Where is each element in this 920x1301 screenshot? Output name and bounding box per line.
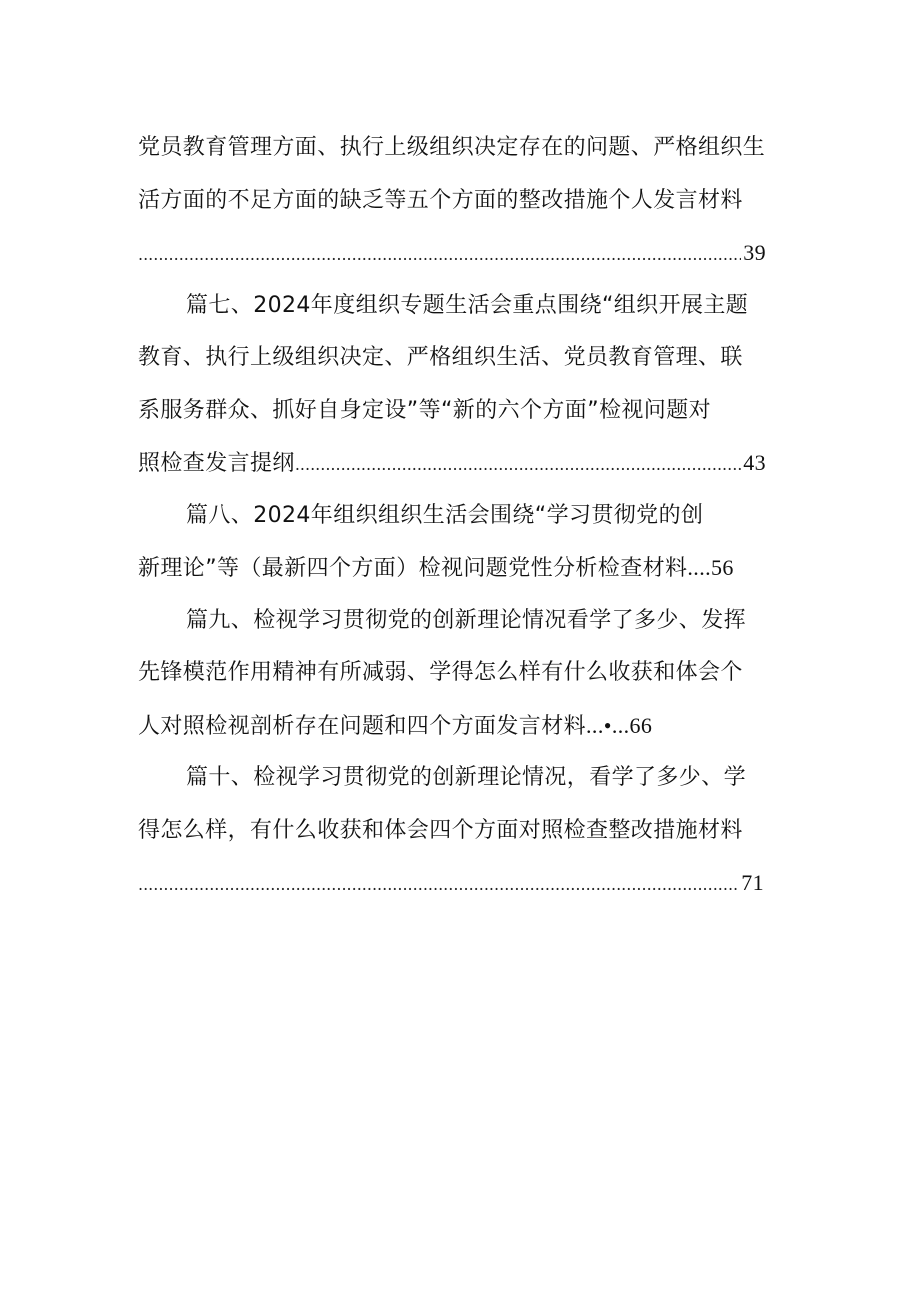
toc-entry-9-text-2: 先锋模范作用精神有所减弱、学得怎么样有什么收获和体会个 bbox=[138, 660, 743, 685]
toc-entry-6-page-number[interactable]: 39 bbox=[743, 240, 766, 265]
toc-entry-9-page-number[interactable]: ...•...66 bbox=[586, 712, 653, 738]
toc-entry-10-text-2: 得怎么样，有什么收获和体会四个方面对照检查整改措施材料 bbox=[138, 817, 743, 843]
toc-entry-10-leader-line[interactable] bbox=[138, 857, 788, 910]
toc-entry-9-line-1[interactable] bbox=[138, 595, 788, 648]
toc-leader-row bbox=[138, 857, 764, 912]
table-of-contents bbox=[138, 122, 788, 910]
toc-leader-row bbox=[138, 227, 766, 282]
toc-leader-row bbox=[138, 437, 766, 492]
toc-entry-10-line-1[interactable] bbox=[138, 752, 788, 805]
dot-leader bbox=[138, 229, 741, 282]
toc-entry-10-line-2 bbox=[138, 805, 788, 858]
toc-entry-9-line-2 bbox=[138, 647, 788, 700]
toc-entry-7-text-4: 照检查发言提纲 bbox=[138, 451, 295, 476]
toc-entry-7-page-number[interactable]: 43 bbox=[743, 450, 766, 475]
toc-entry-9-line-3[interactable] bbox=[138, 700, 788, 753]
toc-entry-7-title[interactable]: 篇七、2024年度组织专题生活会重点围绕“组织开展主题 bbox=[186, 292, 749, 318]
toc-entry-8-line-2[interactable] bbox=[138, 542, 788, 595]
toc-entry-7-text-3: 系服务群众、抓好自身定设”等“新的六个方面”检视问题对 bbox=[138, 397, 711, 423]
toc-entry-6-line-1 bbox=[138, 122, 788, 175]
dot-leader bbox=[138, 859, 739, 912]
toc-entry-7-line-3 bbox=[138, 385, 788, 438]
toc-entry-6-leader-line[interactable] bbox=[138, 227, 788, 280]
toc-entry-8-page-number[interactable]: ....56 bbox=[687, 555, 734, 580]
toc-entry-9-title[interactable]: 篇九、检视学习贯彻党的创新理论情况看学了多少、发挥 bbox=[186, 607, 747, 633]
toc-entry-10-title[interactable]: 篇十、检视学习贯彻党的创新理论情况，看学了多少、学 bbox=[186, 765, 747, 790]
toc-entry-10-page-number[interactable]: 71 bbox=[741, 870, 764, 895]
toc-entry-8-text-2: 新理论”等（最新四个方面）检视问题党性分析检查材料 bbox=[138, 556, 688, 581]
dot-leader bbox=[295, 439, 741, 492]
toc-entry-6-text-2: 活方面的不足方面的缺乏等五个方面的整改措施个人发言材料 bbox=[138, 187, 743, 213]
toc-entry-7-line-2 bbox=[138, 332, 788, 385]
toc-entry-7-text-2: 教育、执行上级组织决定、严格组织生活、党员教育管理、联 bbox=[138, 345, 743, 370]
toc-entry-8-line-1[interactable] bbox=[138, 490, 788, 543]
toc-entry-6-line-2 bbox=[138, 175, 788, 228]
toc-entry-6-text-1: 党员教育管理方面、执行上级组织决定存在的问题、严格组织生 bbox=[138, 135, 766, 160]
toc-entry-7-line-4[interactable] bbox=[138, 437, 788, 490]
toc-entry-8-title[interactable]: 篇八、2024年组织组织生活会围绕“学习贯彻党的创 bbox=[186, 502, 704, 528]
toc-entry-9-text-3: 人对照检视剖析存在问题和四个方面发言材料 bbox=[138, 713, 587, 739]
toc-entry-7-line-1[interactable] bbox=[138, 280, 788, 333]
